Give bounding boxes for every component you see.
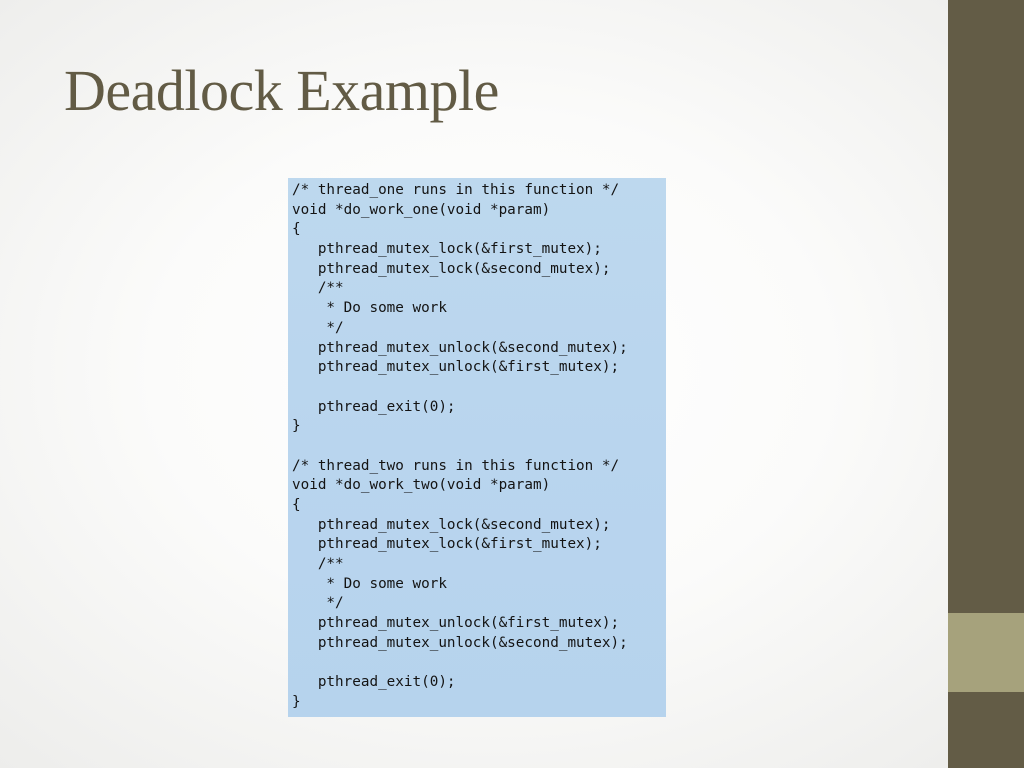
code-line: pthread_mutex_unlock(&second_mutex);	[292, 339, 628, 356]
code-line: */	[292, 319, 344, 336]
code-line: pthread_exit(0);	[292, 674, 456, 691]
code-line	[292, 437, 628, 457]
code-line: pthread_mutex_lock(&second_mutex);	[292, 516, 611, 533]
code-line	[292, 378, 628, 398]
code-line: * Do some work	[292, 300, 447, 317]
code-listing	[292, 181, 628, 713]
code-line: pthread_mutex_lock(&first_mutex);	[292, 536, 602, 553]
code-line: pthread_exit(0);	[292, 398, 456, 415]
code-line: void *do_work_one(void *param)	[292, 201, 551, 218]
code-line: pthread_mutex_lock(&first_mutex);	[292, 241, 602, 258]
code-line: pthread_mutex_unlock(&first_mutex);	[292, 359, 620, 376]
code-line: }	[292, 693, 301, 710]
code-line: pthread_mutex_unlock(&first_mutex);	[292, 615, 620, 632]
code-line: /* thread_one runs in this function */	[292, 182, 620, 198]
code-line: {	[292, 221, 301, 238]
slide-title: Deadlock Example	[64, 58, 499, 123]
side-accent-block	[948, 613, 1024, 692]
code-line	[292, 654, 628, 674]
code-line: pthread_mutex_lock(&second_mutex);	[292, 260, 611, 277]
code-line: /**	[292, 556, 344, 573]
code-line: {	[292, 497, 301, 513]
code-line: /* thread_two runs in this function */	[292, 457, 620, 474]
code-listing-image	[288, 178, 666, 717]
code-line: pthread_mutex_unlock(&second_mutex);	[292, 634, 628, 651]
code-line: void *do_work_two(void *param)	[292, 477, 551, 494]
code-line: /**	[292, 280, 344, 297]
code-line: }	[292, 418, 301, 435]
code-line: */	[292, 595, 344, 612]
code-line: * Do some work	[292, 575, 447, 592]
